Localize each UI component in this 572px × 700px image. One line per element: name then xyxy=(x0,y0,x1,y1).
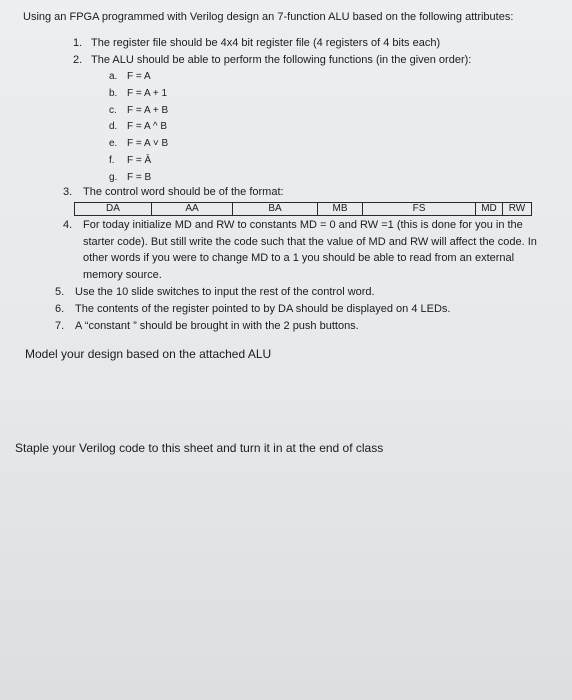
function-expression: F = B xyxy=(127,172,152,183)
function-letter: c. xyxy=(109,105,117,116)
item-text: The contents of the register pointed to by DA should be displayed on 4 LEDs. xyxy=(75,303,451,315)
item-text: Use the 10 slide switches to input the rest of the control word. xyxy=(75,286,375,298)
function-letter: e. xyxy=(109,138,118,149)
control-field-mb: MB xyxy=(318,203,363,216)
function-letter: a. xyxy=(109,71,118,82)
function-letter: f. xyxy=(109,155,115,166)
control-field-rw: RW xyxy=(503,203,532,216)
control-field-da: DA xyxy=(75,203,152,216)
function-expression: F = A xyxy=(127,71,151,82)
control-field-fs: FS xyxy=(363,203,476,216)
control-field-ba: BA xyxy=(233,203,318,216)
item-number: 1. xyxy=(73,37,83,49)
control-word-table xyxy=(74,202,532,216)
item-text: The ALU should be able to perform the following functions (in the given order): xyxy=(91,54,472,66)
function-letter: g. xyxy=(109,172,118,183)
item-number: 2. xyxy=(73,54,83,66)
item-text: A “constant ” should be brought in with the 2 push buttons. xyxy=(75,320,359,332)
function-letter: d. xyxy=(109,121,118,132)
function-expression: F = A + 1 xyxy=(127,88,168,99)
control-field-md: MD xyxy=(476,203,503,216)
function-expression: F = A ^ B xyxy=(127,121,167,132)
function-expression: F = Ā xyxy=(127,155,152,166)
item-text-line: other words if you were to change MD to a 1 you should be able to read from an external xyxy=(83,252,515,264)
item-text-line: starter code). But still write the code such that the value of MD and RW will affect the code. In xyxy=(83,236,537,248)
item-number: 6. xyxy=(55,303,65,315)
item-text: The register file should be 4x4 bit register file (4 registers of 4 bits each) xyxy=(91,37,441,49)
item-number: 7. xyxy=(55,320,65,332)
staple-instruction: Staple your Verilog code to this sheet and turn it in at the end of class xyxy=(15,441,384,455)
control-field-aa: AA xyxy=(152,203,233,216)
item-number: 5. xyxy=(55,286,65,298)
function-expression: F = A ˅ B xyxy=(127,138,169,149)
item-text-line: memory source. xyxy=(83,269,162,281)
heading: Using an FPGA programmed with Verilog design an 7-function ALU based on the following attributes: xyxy=(23,11,514,23)
item-number: 3. xyxy=(63,186,73,198)
function-letter: b. xyxy=(109,88,118,99)
function-expression: F = A + B xyxy=(127,105,169,116)
model-instruction: Model your design based on the attached ALU xyxy=(25,347,272,361)
item-text-line: For today initialize MD and RW to constants MD = 0 and RW =1 (this is done for you in the xyxy=(83,219,523,231)
item-text: The control word should be of the format: xyxy=(83,186,284,198)
item-number: 4. xyxy=(63,219,73,231)
